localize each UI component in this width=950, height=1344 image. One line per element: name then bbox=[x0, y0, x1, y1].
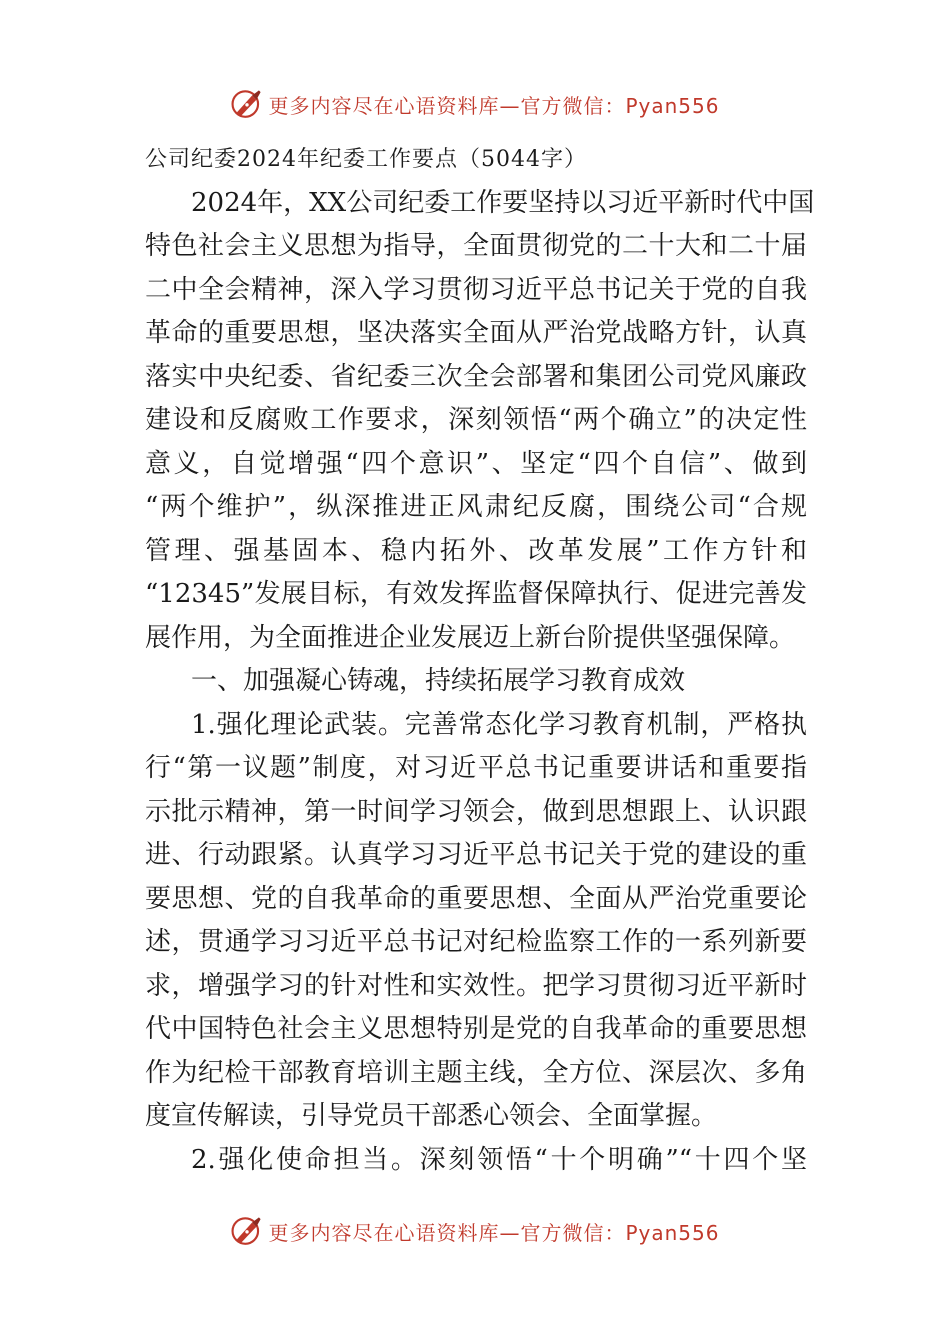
text-line: 建设和反腐败工作要求，深刻领悟“两个确立”的决定性 bbox=[145, 405, 807, 435]
text-line: 管理、强基固本、稳内拓外、改革发展”工作方针和 bbox=[145, 535, 807, 566]
document-title: 公司纪委2024年纪委工作要点（5044字） bbox=[145, 147, 587, 172]
banner-text: 更多内容尽在心语资料库—官方微信：Pyan556 bbox=[268, 1220, 720, 1245]
text-line: 革命的重要思想，坚决落实全面从严治党战略方针，认真 bbox=[145, 318, 807, 348]
text-line: 2.强化使命担当。深刻领悟“十个明确”“十四个坚 bbox=[191, 1144, 807, 1175]
text-line: 意义，自觉增强“四个意识”、坚定“四个自信”、做到 bbox=[145, 448, 807, 479]
text-line: “12345”发展目标，有效发挥监督保障执行、促进完善发 bbox=[145, 579, 807, 609]
text-line: 求，增强学习的针对性和实效性。把学习贯彻习近平新时 bbox=[145, 970, 807, 1001]
text-line: 进、行动跟紧。认真学习习近平总书记关于党的建设的重 bbox=[145, 840, 807, 870]
banner-text: 更多内容尽在心语资料库—官方微信：Pyan556 bbox=[268, 93, 720, 118]
text-line: 作为纪检干部教育培训主题主线，全方位、深层次、多角 bbox=[145, 1057, 807, 1088]
text-line: 二中全会精神，深入学习贯彻习近平总书记关于党的自我 bbox=[145, 274, 807, 305]
header-banner bbox=[0, 84, 950, 124]
document-body bbox=[145, 138, 815, 1182]
text-line: 行“第一议题”制度，对习近平总书记重要讲话和重要指 bbox=[145, 753, 807, 783]
text-line: 要思想、党的自我革命的重要思想、全面从严治党重要论 bbox=[145, 883, 807, 914]
text-line: 1.强化理论武装。完善常态化学习教育机制，严格执 bbox=[191, 709, 807, 740]
pen-nib-logo-icon bbox=[230, 87, 264, 121]
text-line: 一、加强凝心铸魂，持续拓展学习教育成效 bbox=[191, 666, 686, 696]
text-line: 示批示精神，第一时间学习领会，做到思想跟上、认识跟 bbox=[145, 796, 807, 827]
footer-banner bbox=[0, 1211, 950, 1251]
paragraph-lines bbox=[145, 182, 815, 1183]
text-line: 代中国特色社会主义思想特别是党的自我革命的重要思想 bbox=[145, 1014, 807, 1044]
pen-nib-logo-icon bbox=[230, 1214, 264, 1248]
text-line: 特色社会主义思想为指导，全面贯彻党的二十大和二十届 bbox=[145, 231, 807, 261]
text-line: “两个维护”，纵深推进正风肃纪反腐，围绕公司“合规 bbox=[145, 492, 807, 522]
text-line: 度宣传解读，引导党员干部悉心领会、全面掌握。 bbox=[145, 1101, 718, 1131]
text-line: 2024年，XX公司纪委工作要坚持以习近平新时代中国 bbox=[191, 187, 815, 218]
text-line: 展作用，为全面推进企业发展迈上新台阶提供坚强保障。 bbox=[145, 622, 796, 653]
text-line: 落实中央纪委、省纪委三次全会部署和集团公司党风廉政 bbox=[145, 361, 807, 392]
text-line: 述，贯通学习习近平总书记对纪检监察工作的一系列新要 bbox=[145, 927, 807, 957]
